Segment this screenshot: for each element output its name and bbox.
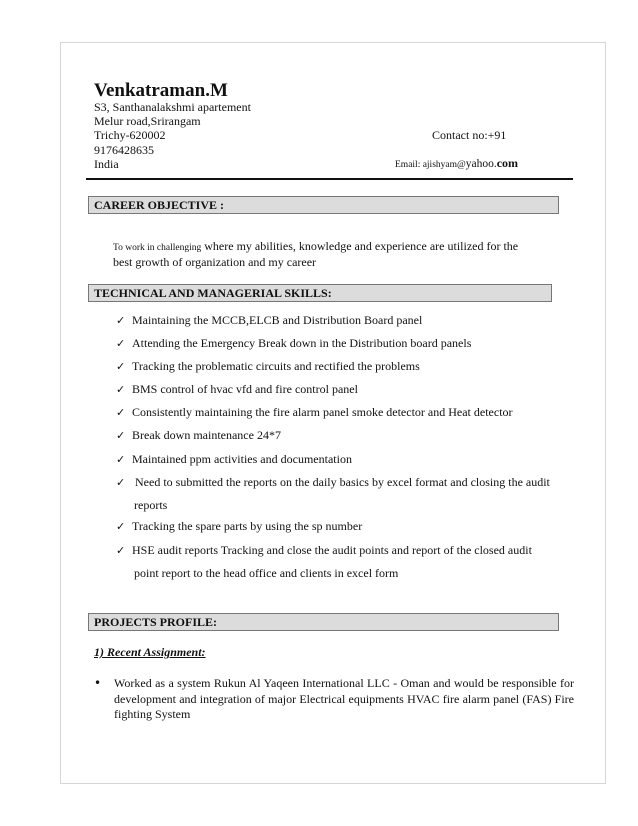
bullet-icon: •	[94, 676, 102, 690]
skill-item	[116, 471, 576, 494]
checkmark-icon: ✓	[116, 476, 126, 489]
career-objective-line1: To work in challenging where my abilities, knowledge and experience are utilized for the	[113, 239, 519, 253]
header-divider	[86, 178, 573, 180]
email-domain: yahoo.	[465, 158, 497, 170]
candidate-name: Venkatraman.M	[94, 80, 228, 101]
skill-continuation: point report to the head office and clients in excel form	[134, 566, 399, 580]
skill-item	[116, 515, 576, 538]
skill-item	[116, 448, 576, 471]
email-label: Email: ajishyam@	[395, 160, 466, 170]
contact-label: Contact no:+91	[432, 128, 507, 142]
checkmark-icon: ✓	[116, 406, 126, 419]
address-line: Trichy-620002	[94, 128, 166, 142]
skill-item	[116, 424, 576, 447]
projects-heading: PROJECTS PROFILE:	[88, 613, 559, 631]
skill-text: Consistently maintaining the fire alarm panel smoke detector and Heat detector	[132, 405, 513, 419]
skill-continuation: reports	[134, 498, 168, 512]
address-line: S3, Santhanalakshmi apartement	[94, 100, 251, 114]
checkmark-icon: ✓	[116, 429, 126, 442]
career-objective-heading: CAREER OBJECTIVE :	[88, 196, 559, 214]
checkmark-icon: ✓	[116, 453, 126, 466]
skills-heading: TECHNICAL AND MANAGERIAL SKILLS:	[88, 284, 552, 302]
checkmark-icon: ✓	[116, 314, 126, 327]
checkmark-icon: ✓	[116, 337, 126, 350]
address-country: India	[94, 157, 119, 171]
skill-item	[116, 309, 576, 332]
email-address[interactable]	[395, 156, 518, 171]
skill-item	[116, 539, 576, 562]
skill-text: Need to submitted the reports on the daily basics by excel format and closing the audit	[132, 475, 550, 489]
checkmark-icon: ✓	[116, 360, 126, 373]
skill-text: Break down maintenance 24*7	[132, 428, 281, 442]
checkmark-icon: ✓	[116, 520, 126, 533]
phone-number: 9176428635	[94, 143, 154, 157]
skill-item	[116, 332, 576, 355]
checkmark-icon: ✓	[116, 544, 126, 557]
project-description: Worked as a system Rukun Al Yaqeen International LLC - Oman and would be responsible for development and integration of major Electrical equipments HVAC fire alarm panel (FAS) Fire fighting System	[114, 676, 574, 721]
recent-assignment-heading: 1) Recent Assignment:	[94, 645, 206, 659]
skill-text: Tracking the spare parts by using the sp number	[132, 519, 363, 533]
skill-text: HSE audit reports Tracking and close the audit points and report of the closed audit	[132, 543, 532, 557]
skill-item	[116, 355, 576, 378]
skill-text: Attending the Emergency Break down in the Distribution board panels	[132, 336, 472, 350]
skill-item	[116, 401, 576, 424]
skill-text: BMS control of hvac vfd and fire control panel	[132, 382, 358, 396]
career-objective-line2: best growth of organization and my career	[113, 255, 317, 269]
email-tld: com	[496, 156, 519, 170]
skill-text: Maintained ppm activities and documentation	[132, 452, 352, 466]
address-line: Melur road,Srirangam	[94, 114, 201, 128]
skill-item	[116, 378, 576, 401]
checkmark-icon: ✓	[116, 383, 126, 396]
skill-text: Maintaining the MCCB,ELCB and Distribution Board panel	[132, 313, 423, 327]
skill-text: Tracking the problematic circuits and rectified the problems	[132, 359, 420, 373]
